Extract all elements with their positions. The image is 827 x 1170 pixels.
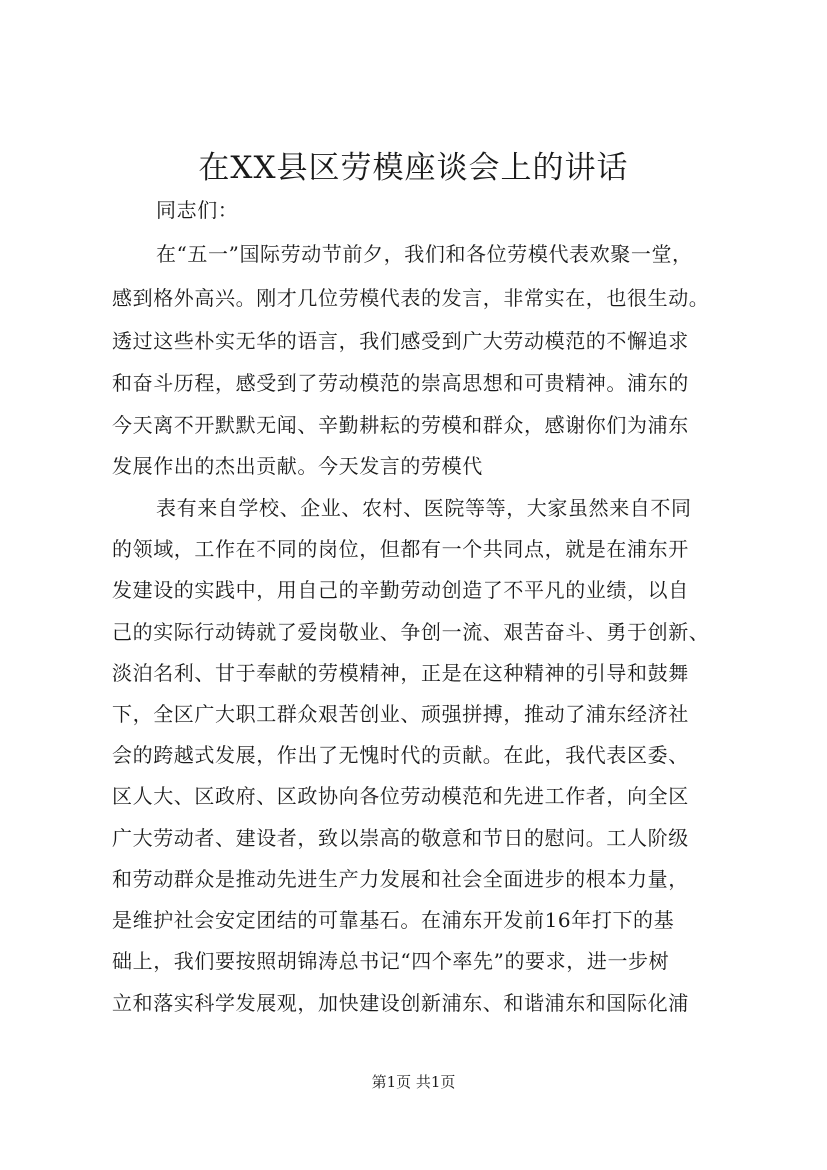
paragraph-line: 今天离不开默默无闻、辛勤耕耘的劳模和群众，感谢你们为浦东 xyxy=(112,413,689,437)
paragraph-line: 广大劳动者、建设者，致以崇高的敬意和节日的慰问。工人阶级 xyxy=(112,826,689,850)
paragraph-line: 发建设的实践中，用自己的辛勤劳动创造了不平凡的业绩，以自 xyxy=(112,578,689,602)
paragraph-line: 会的跨越式发展，作出了无愧时代的贡献。在此，我代表区委、 xyxy=(112,743,689,767)
paragraph-line: 下，全区广大职工群众艰苦创业、顽强拼搏，推动了浦东经济社 xyxy=(112,702,689,726)
paragraph-line: 表有来自学校、企业、农村、医院等等，大家虽然来自不同 xyxy=(156,496,692,520)
paragraph-line: 透过这些朴实无华的语言，我们感受到广大劳动模范的不懈追求 xyxy=(112,329,689,353)
paragraph-line: 淡泊名利、甘于奉献的劳模精神，正是在这种精神的引导和鼓舞 xyxy=(112,661,689,685)
salutation: 同志们： xyxy=(156,198,239,222)
paragraph-line: 础上，我们要按照胡锦涛总书记“四个率先”的要求，进一步树 xyxy=(112,949,670,973)
paragraph-line: 立和落实科学发展观，加快建设创新浦东、和谐浦东和国际化浦 xyxy=(112,991,689,1015)
paragraph-line: 发展作出的杰出贡献。今天发言的劳模代 xyxy=(112,454,483,478)
paragraph-line: 在“五一”国际劳动节前夕，我们和各位劳模代表欢聚一堂， xyxy=(156,242,693,266)
paragraph-line: 和劳动群众是推动先进生产力发展和社会全面进步的根本力量， xyxy=(112,867,689,891)
page-footer: 第1页 共1页 xyxy=(371,1073,456,1091)
paragraph-line: 的领域，工作在不同的岗位，但都有一个共同点，就是在浦东开 xyxy=(112,537,689,561)
paragraph-line: 和奋斗历程，感受到了劳动模范的崇高思想和可贵精神。浦东的 xyxy=(112,371,689,395)
paragraph-line: 区人大、区政府、区政协向各位劳动模范和先进工作者，向全区 xyxy=(112,784,689,808)
paragraph-line: 是维护社会安定团结的可靠基石。在浦东开发前16年打下的基 xyxy=(112,908,675,932)
paragraph-line: 感到格外高兴。刚才几位劳模代表的发言，非常实在，也很生动。 xyxy=(112,286,710,310)
paragraph-line: 己的实际行动铸就了爱岗敬业、争创一流、艰苦奋斗、勇于创新、 xyxy=(112,620,710,644)
document-title: 在XX县区劳模座谈会上的讲话 xyxy=(198,150,629,186)
